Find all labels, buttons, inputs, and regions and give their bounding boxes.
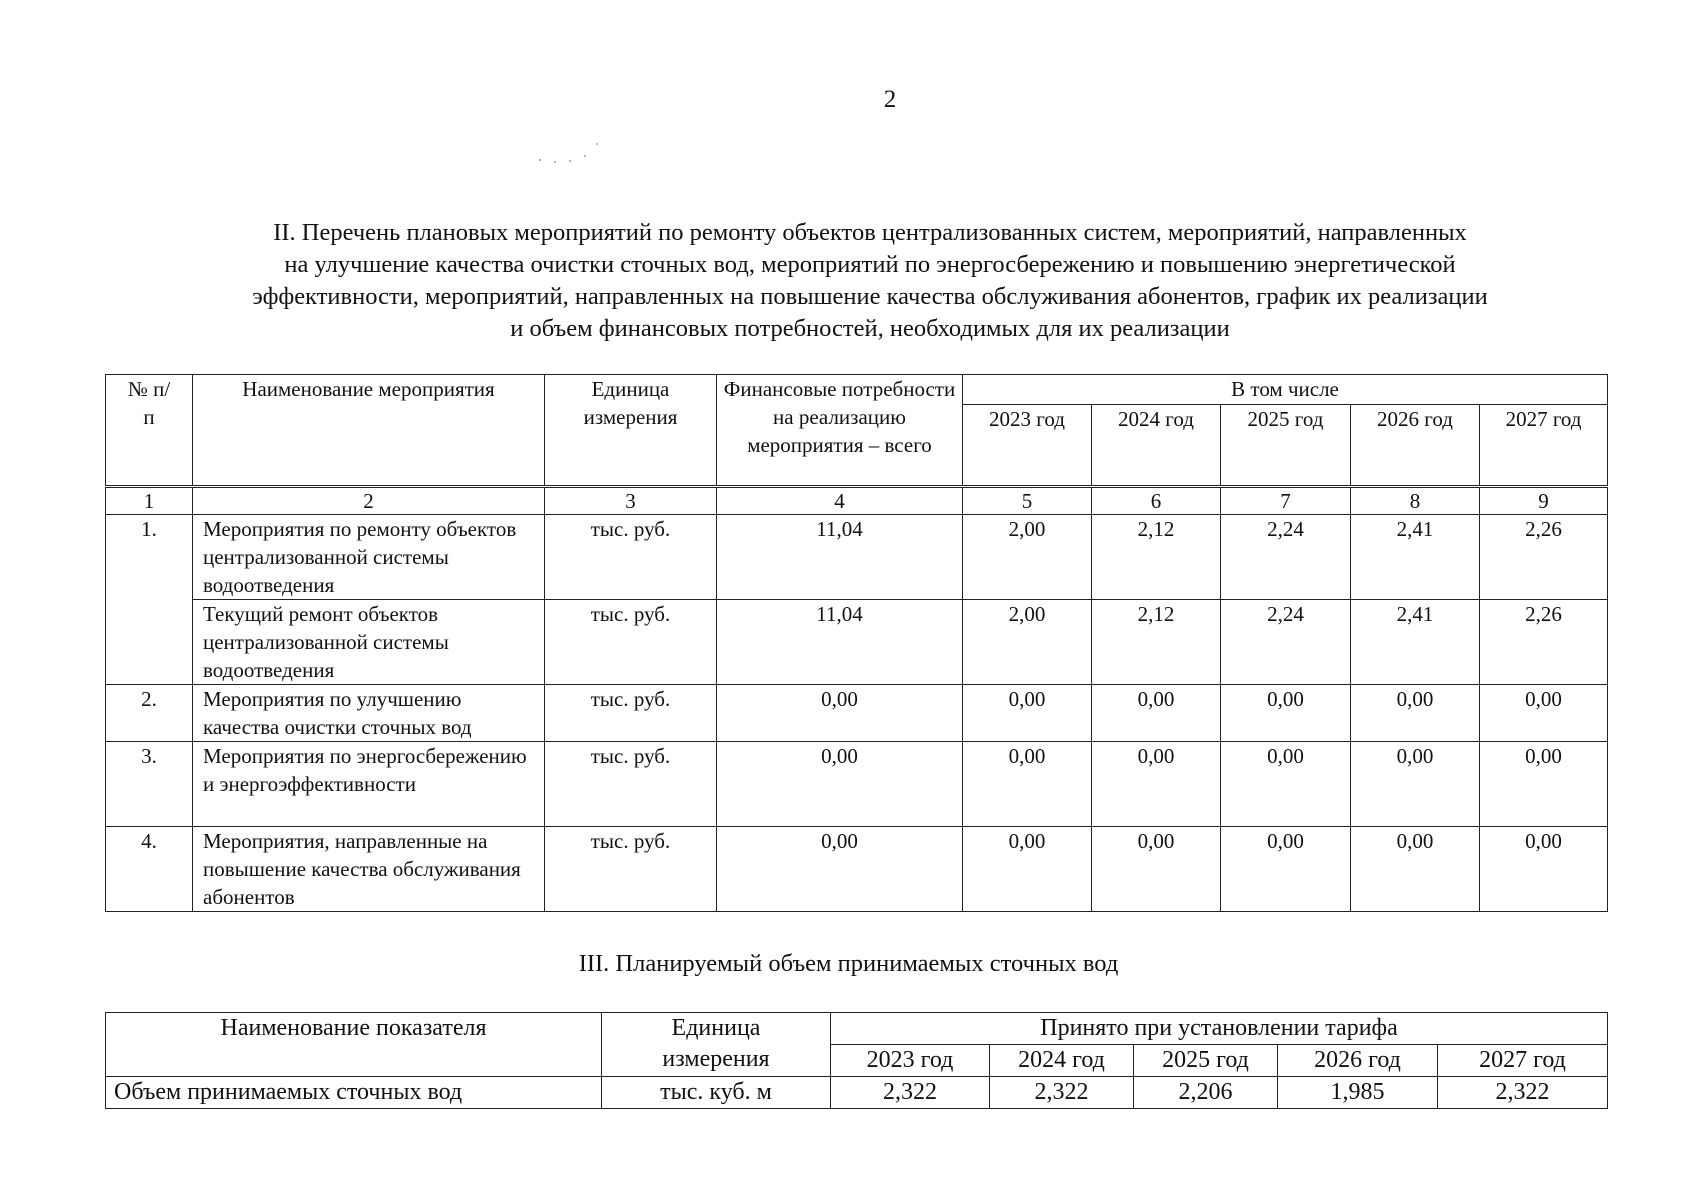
scan-artifact	[535, 138, 605, 168]
row-year-value: 0,00	[1480, 685, 1608, 742]
column-number: 9	[1480, 487, 1608, 515]
indicator-name: Объем принимаемых сточных вод	[106, 1077, 602, 1109]
row-name: Мероприятия, направленные на повышение качества обслуживания абонентов	[193, 827, 545, 912]
column-number: 7	[1221, 487, 1351, 515]
section-2-title-line: на улучшение качества очистки сточных вод, мероприятий по энергосбережению и повышению энергетической	[284, 251, 1456, 278]
measures-table	[105, 374, 1608, 912]
row-year-value: 0,00	[1351, 685, 1480, 742]
table-row	[106, 827, 1608, 912]
section-2-title-line: и объем финансовых потребностей, необходимых для их реализации	[510, 315, 1230, 342]
header-indicator-name: Наименование показателя	[106, 1013, 602, 1077]
table-row	[106, 1077, 1608, 1109]
row-year-value: 2,26	[1480, 600, 1608, 685]
column-number: 8	[1351, 487, 1480, 515]
column-number: 5	[963, 487, 1092, 515]
row-total: 0,00	[717, 742, 963, 827]
row-year-value: 2,12	[1092, 515, 1221, 600]
table-row	[106, 685, 1608, 742]
row-year-value: 2,00	[963, 515, 1092, 600]
row-name: Текущий ремонт объектов централизованной системы водоотведения	[193, 600, 545, 685]
row-unit: тыс. руб.	[545, 827, 717, 912]
header-year: 2023 год	[963, 405, 1092, 487]
row-year-value: 0,00	[1092, 685, 1221, 742]
row-year-value: 0,00	[963, 685, 1092, 742]
row-year-value: 2,24	[1221, 600, 1351, 685]
row-unit: тыс. руб.	[545, 742, 717, 827]
row-unit: тыс. руб.	[545, 600, 717, 685]
row-year-value: 2,26	[1480, 515, 1608, 600]
indicator-value: 1,985	[1278, 1077, 1438, 1109]
column-number: 3	[545, 487, 717, 515]
indicator-value: 2,322	[831, 1077, 990, 1109]
header-year: 2027 год	[1480, 405, 1608, 487]
header-year: 2024 год	[1092, 405, 1221, 487]
header-including: В том числе	[963, 375, 1608, 405]
row-year-value: 0,00	[1092, 742, 1221, 827]
header-year: 2027 год	[1438, 1045, 1608, 1077]
row-year-value: 0,00	[1480, 742, 1608, 827]
section-2-title-line: эффективности, мероприятий, направленных на повышение качества обслуживания абонентов, график их реализации	[252, 283, 1488, 310]
row-name: Мероприятия по ремонту объектов централизованной системы водоотведения	[193, 515, 545, 600]
wastewater-volume-table	[105, 1012, 1608, 1109]
header-year: 2026 год	[1351, 405, 1480, 487]
table-row	[106, 515, 1608, 600]
indicator-value: 2,206	[1134, 1077, 1278, 1109]
table-row	[106, 600, 1608, 685]
row-num: 3.	[106, 742, 193, 827]
row-num: 1.	[106, 515, 193, 685]
header-unit: Единица измерения	[602, 1013, 831, 1077]
header-unit: Единица измерения	[545, 375, 717, 487]
row-total: 11,04	[717, 600, 963, 685]
indicator-value: 2,322	[990, 1077, 1134, 1109]
row-year-value: 2,12	[1092, 600, 1221, 685]
column-number: 6	[1092, 487, 1221, 515]
column-number: 1	[106, 487, 193, 515]
row-total: 0,00	[717, 827, 963, 912]
section-3-title: III. Планируемый объем принимаемых сточных вод	[578, 950, 1119, 977]
row-year-value: 2,41	[1351, 515, 1480, 600]
row-year-value: 0,00	[963, 742, 1092, 827]
row-year-value: 0,00	[963, 827, 1092, 912]
header-year: 2024 год	[990, 1045, 1134, 1077]
row-unit: тыс. руб.	[545, 515, 717, 600]
header-name: Наименование мероприятия	[193, 375, 545, 487]
row-total: 11,04	[717, 515, 963, 600]
header-accepted: Принято при установлении тарифа	[831, 1013, 1608, 1045]
row-name: Мероприятия по улучшению качества очистки сточных вод	[193, 685, 545, 742]
row-year-value: 0,00	[1092, 827, 1221, 912]
header-year: 2025 год	[1134, 1045, 1278, 1077]
indicator-unit: тыс. куб. м	[602, 1077, 831, 1109]
row-unit: тыс. руб.	[545, 685, 717, 742]
row-year-value: 0,00	[1221, 742, 1351, 827]
row-year-value: 0,00	[1351, 742, 1480, 827]
indicator-value: 2,322	[1438, 1077, 1608, 1109]
row-year-value: 0,00	[1221, 827, 1351, 912]
row-year-value: 0,00	[1351, 827, 1480, 912]
row-num: 4.	[106, 827, 193, 912]
row-year-value: 0,00	[1221, 685, 1351, 742]
row-num: 2.	[106, 685, 193, 742]
row-total: 0,00	[717, 685, 963, 742]
row-year-value: 2,24	[1221, 515, 1351, 600]
row-year-value: 2,41	[1351, 600, 1480, 685]
header-year: 2025 год	[1221, 405, 1351, 487]
column-number: 2	[193, 487, 545, 515]
header-year: 2023 год	[831, 1045, 990, 1077]
column-number: 4	[717, 487, 963, 515]
row-year-value: 2,00	[963, 600, 1092, 685]
header-num: № п/п	[106, 375, 193, 487]
header-total: Финансовые потребности на реализацию мероприятия – всего	[717, 375, 963, 487]
table-row	[106, 742, 1608, 827]
row-year-value: 0,00	[1480, 827, 1608, 912]
header-year: 2026 год	[1278, 1045, 1438, 1077]
section-2-title	[120, 217, 1620, 345]
section-2-title-line: II. Перечень плановых мероприятий по ремонту объектов централизованных систем, мероприятий, направленных	[273, 219, 1467, 246]
page-number: 2	[883, 86, 897, 113]
row-name: Мероприятия по энергосбережению и энергоэффективности	[193, 742, 545, 827]
